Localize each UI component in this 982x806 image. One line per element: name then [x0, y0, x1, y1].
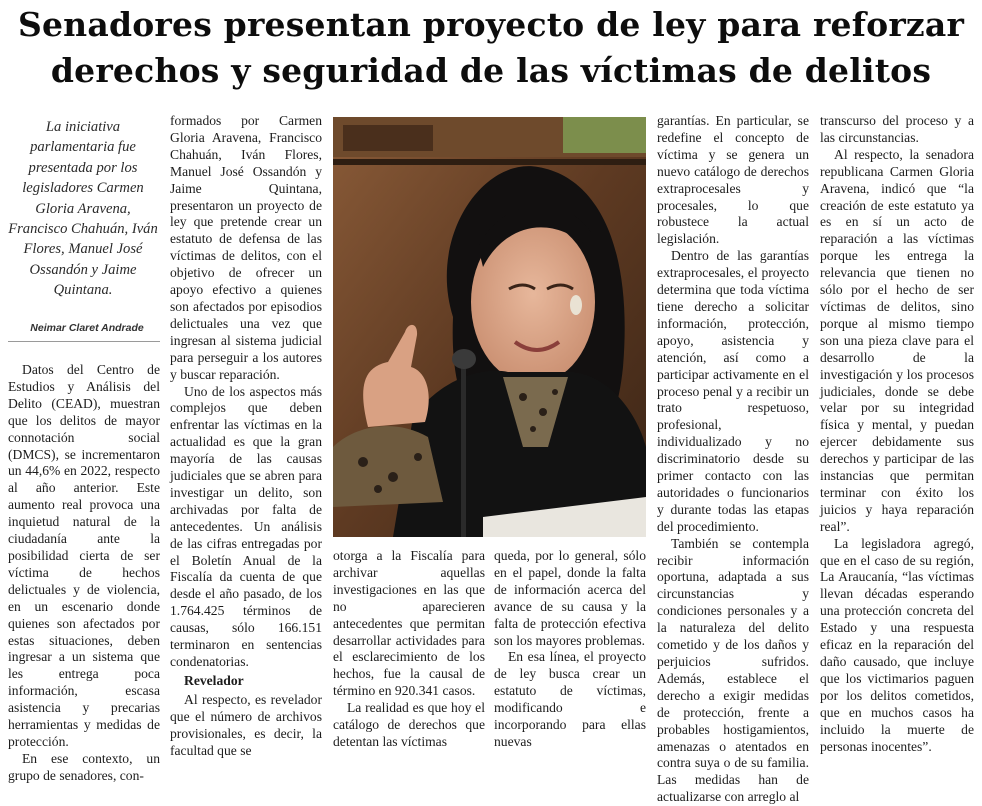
body-paragraph: La legisladora agregó, que en el caso de su región, La Araucanía, “las víctimas llevan décadas esperando una protección concreta del Estado y una respuesta eficaz en la reparación del daño causado, que incluye que los victimarios paguen por los delitos cometidos, que en muchos casos ha incluido la muerte de personas inocentes”.	[820, 535, 974, 754]
byline-divider	[8, 341, 160, 342]
article-column-2	[170, 113, 322, 759]
body-paragraph: También se contempla recibir información oportuna, adaptada a sus circunstancias y condiciones personales y a la naturaleza del delito cometido y de los daños y perjuicios sufridos. Además, establece el derecho a exigir medidas de protección, frente a probables hostigamientos, amenazas o atentados en contra suya o de su familia. Las medidas han de actualizarse con arreglo al	[657, 535, 809, 805]
body-paragraph: queda, por lo general, sólo en el papel, donde la falta de información acerca del avance de su causa y la falta de protección efectiva son los mayores problemas.	[494, 548, 646, 648]
body-paragraph: Al respecto, la senadora republicana Carmen Gloria Aravena, indicó que “la creación de este estatuto ya es en sí un acto de reparación a las víctimas porque les entrega la relevancia que tienen no sólo por el hecho de ser víctimas de delitos, sino porque al mismo tiempo son una pieza clave para el desarrollo de la investigación y los procesos judiciales, donde se debe velar por su integridad física y mental, y puedan ejercer debidamente sus derechos y participar de las instancias que permitan terminar con éxito los juicios y haya reparación real”.	[820, 146, 974, 534]
article-column-5	[657, 113, 809, 806]
article-column-4	[494, 548, 646, 751]
headline-line-2: derechos y seguridad de las víctimas de delitos	[50, 51, 932, 90]
body-paragraph: transcurso del proceso y a las circunstancias.	[820, 113, 974, 145]
body-paragraph: otorga a la Fiscalía para archivar aquellas investigaciones en las que no aparecieren antecedentes que permitan desarrollar actividades para el esclarecimiento de los hechos, fue la causal de término en 920.341 casos.	[333, 548, 485, 699]
senator-speaking-photo	[333, 117, 646, 537]
section-subheading: Revelador	[184, 672, 244, 688]
body-paragraph: Al respecto, es revelador que el número de archivos provisionales, es decir, la facultad que se	[170, 691, 322, 758]
body-paragraph: Dentro de las garantías extraprocesales, el proyecto determina que toda víctima tiene derecho a solicitar información, protección, apoyo, asistencia y atención, así como a participar activamente en el proceso penal y a recibir un trato respetuoso, profesional, individualizado y no discriminatorio desde su primer contacto con las autoridades o funcionarios y durante todas las etapas del procedimiento.	[657, 248, 809, 534]
body-paragraph: En ese contexto, un grupo de senadores, con-	[8, 750, 160, 783]
photo-illustration	[333, 117, 646, 537]
article-column-1	[8, 362, 160, 785]
body-paragraph: Uno de los aspectos más complejos que deben enfrentar las víctimas en la actualidad es que la gran mayoría de las causas judiciales que se abren para investigar un delito, son archivadas por falta de antecedentes. Un análisis de las cifras entregadas por el Boletín Anual de la Fiscalía da cuenta de que desde el año pasado, de los 1.764.425 términos de causas, sólo 166.151 terminaron en sentencias condenatorias.	[170, 383, 322, 669]
body-paragraph: Datos del Centro de Estudios y Análisis del Delito (CEAD), muestran que los delitos de mayor connotación social (DMCS), se incrementaron un 44,6% en 2022, respecto al año anterior. Este aumento real provoca una inquietud natural de la ciudadanía ante la posibilidad cierta de ser víctima de hechos delictuales y de violencia, en un escenario donde quienes son afectados por estas situaciones, deben ingresar a un sistema que les entrega poca información, escasa asistencia y precarias herramientas y medidas de protección.	[8, 362, 160, 749]
author-byline: Neimar Claret Andrade	[30, 322, 144, 334]
lead-summary: La iniciativa parlamentaria fue presentada por los legisladores Carmen Gloria Aravena, Francisco Chahuán, Iván Flores, Manuel José Ossandón y Jaime Quintana.	[8, 119, 158, 299]
article-column-3	[333, 548, 485, 751]
headline-line-1: Senadores presentan proyecto de ley para reforzar	[17, 5, 965, 44]
body-paragraph: La realidad es que hoy el catálogo de derechos que detentan las víctimas	[333, 700, 485, 749]
body-paragraph: En esa línea, el proyecto de ley busca crear un estatuto de víctimas, modificando e incorporando para ellas nuevas	[494, 649, 646, 749]
article-column-6	[820, 113, 974, 755]
body-paragraph: formados por Carmen Gloria Aravena, Francisco Chahuán, Iván Flores, Manuel José Ossandón y Jaime Quintana, presentaron un proyecto de ley que pretende crear un estatuto de defensa de las víctimas de delitos, con el objetivo de ofrecer un apoyo efectivo a quienes son afectados por episodios delictuales una vez que ingresan al sistema judicial para perseguir a los autores y buscar reparación.	[170, 113, 322, 382]
article-headline	[0, 2, 982, 94]
body-paragraph: garantías. En particular, se redefine el concepto de víctima y se genera un nuevo catálogo de derechos extraprocesales y procesales, lo que robustece la actual legislación.	[657, 113, 809, 247]
